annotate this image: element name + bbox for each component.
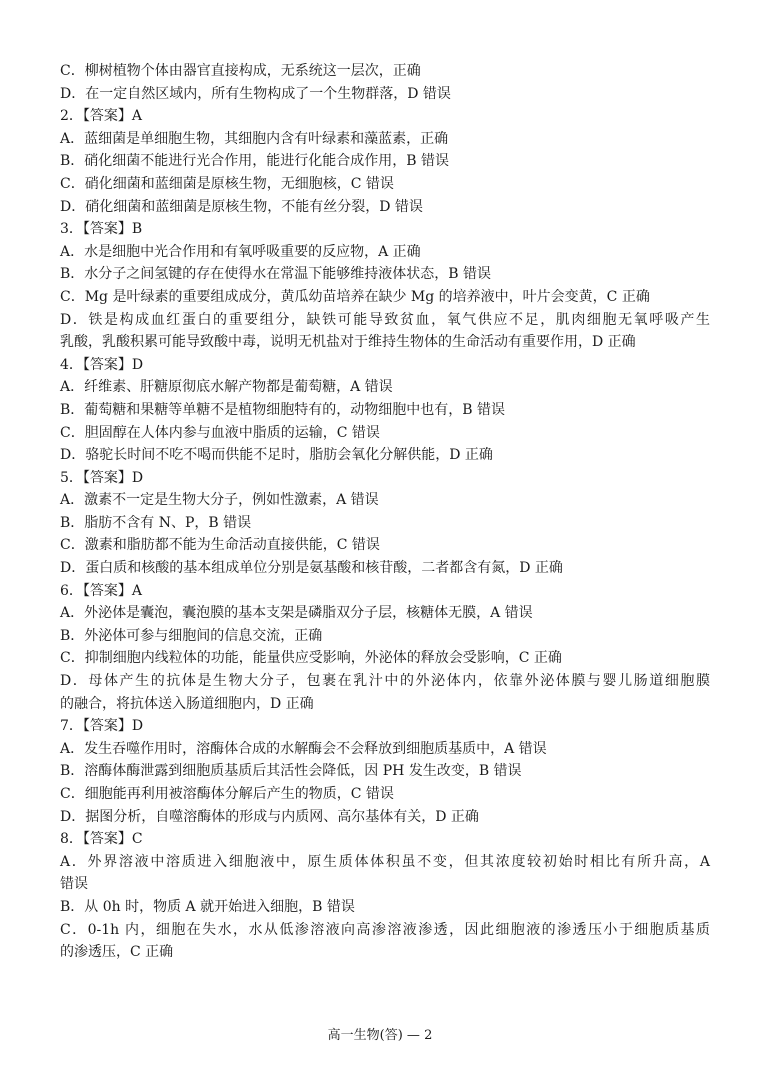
answer-heading: 6．【答案】A [60, 582, 143, 599]
answer-line: 的融合，将抗体送入肠道细胞内，D 正确 [60, 695, 314, 712]
answer-line: D．据图分析，自噬溶酶体的形成与内质网、高尔基体有关，D 正确 [60, 808, 479, 825]
answer-heading: 5．【答案】D [60, 469, 144, 486]
answer-heading: 2．【答案】A [60, 108, 143, 125]
answer-line: A．水是细胞中光合作用和有氧呼吸重要的反应物，A 正确 [60, 243, 421, 260]
answer-line: C．Mg 是叶绿素的重要组成成分，黄瓜幼苗培养在缺少 Mg 的培养液中，叶片会变黄，C 正确 [60, 288, 650, 305]
answer-line: C．0-1h 内，细胞在失水，水从低渗溶液向高渗溶液渗透，因此细胞液的渗透压小于细胞质基质 [60, 921, 710, 938]
answer-line: D．蛋白质和核酸的基本组成单位分别是氨基酸和核苷酸，二者都含有氮，D 正确 [60, 560, 563, 577]
answer-line: D．在一定自然区域内，所有生物构成了一个生物群落，D 错误 [60, 85, 451, 102]
answer-line: B．溶酶体酶泄露到细胞质基质后其活性会降低，因 PH 发生改变，B 错误 [60, 763, 522, 780]
answer-heading: 8．【答案】C [60, 831, 143, 848]
answer-line: A．蓝细菌是单细胞生物，其细胞内含有叶绿素和藻蓝素，正确 [60, 130, 449, 147]
answer-line: 错误 [60, 876, 88, 893]
answer-heading: 3．【答案】B [60, 221, 143, 238]
answer-heading: 4．【答案】D [60, 356, 144, 373]
answer-line: C．抑制细胞内线粒体的功能，能量供应受影响，外泌体的释放会受影响，C 正确 [60, 650, 562, 667]
answer-line: B．硝化细菌不能进行光合作用，能进行化能合成作用，B 错误 [60, 153, 450, 170]
answer-line: B．外泌体可参与细胞间的信息交流，正确 [60, 627, 323, 644]
answer-line: A．纤维素、肝糖原彻底水解产物都是葡萄糖，A 错误 [60, 379, 393, 396]
answer-line: D．硝化细菌和蓝细菌是原核生物，不能有丝分裂，D 错误 [60, 198, 423, 215]
page-footer: 高一生物(答) — 2 [327, 1028, 433, 1043]
answer-line: D．骆驼长时间不吃不喝而供能不足时，脂肪会氧化分解供能，D 正确 [60, 447, 493, 464]
answer-line: 乳酸，乳酸积累可能导致酸中毒，说明无机盐对于维持生物体的生命活动有重要作用，D 正确 [60, 334, 636, 351]
answer-line: A．外泌体是囊泡，囊泡膜的基本支架是磷脂双分子层，核糖体无膜，A 错误 [60, 605, 533, 622]
answer-line: C．柳树植物个体由器官直接构成，无系统这一层次，正确 [60, 63, 421, 79]
answer-line: B．水分子之间氢键的存在使得水在常温下能够维持液体状态，B 错误 [60, 266, 492, 283]
answer-line: 的渗透压，C 正确 [60, 944, 174, 961]
answer-line: A．激素不一定是生物大分子，例如性激素，A 错误 [60, 492, 379, 509]
answer-line: B．从 0h 时，物质 A 就开始进入细胞，B 错误 [60, 898, 355, 915]
answer-line: D．母体产生的抗体是生物大分子，包裹在乳汁中的外泌体内，依靠外泌体膜与婴儿肠道细胞膜 [60, 673, 710, 690]
answer-text-body [60, 60, 710, 964]
answer-line: A．发生吞噬作用时，溶酶体合成的水解酶会不会释放到细胞质基质中，A 错误 [60, 740, 547, 757]
answer-line: C．胆固醇在人体内参与血液中脂质的运输，C 错误 [60, 424, 380, 441]
answer-heading: 7．【答案】D [60, 718, 144, 735]
answer-line: A．外界溶液中溶质进入细胞液中，原生质体体积虽不变，但其浓度较初始时相比有所升高，A [60, 853, 710, 870]
answer-line: D．铁是构成血红蛋白的重要组分，缺铁可能导致贫血，氧气供应不足，肌肉细胞无氧呼吸产生 [60, 311, 710, 328]
answer-line: C．硝化细菌和蓝细菌是原核生物，无细胞核，C 错误 [60, 175, 394, 192]
answer-line: B．脂肪不含有 N、P，B 错误 [60, 514, 252, 531]
answer-line: B．葡萄糖和果糖等单糖不是植物细胞特有的，动物细胞中也有，B 错误 [60, 401, 506, 418]
answer-line: C．激素和脂肪都不能为生命活动直接供能，C 错误 [60, 537, 380, 554]
answer-line: C．细胞能再利用被溶酶体分解后产生的物质，C 错误 [60, 786, 394, 802]
